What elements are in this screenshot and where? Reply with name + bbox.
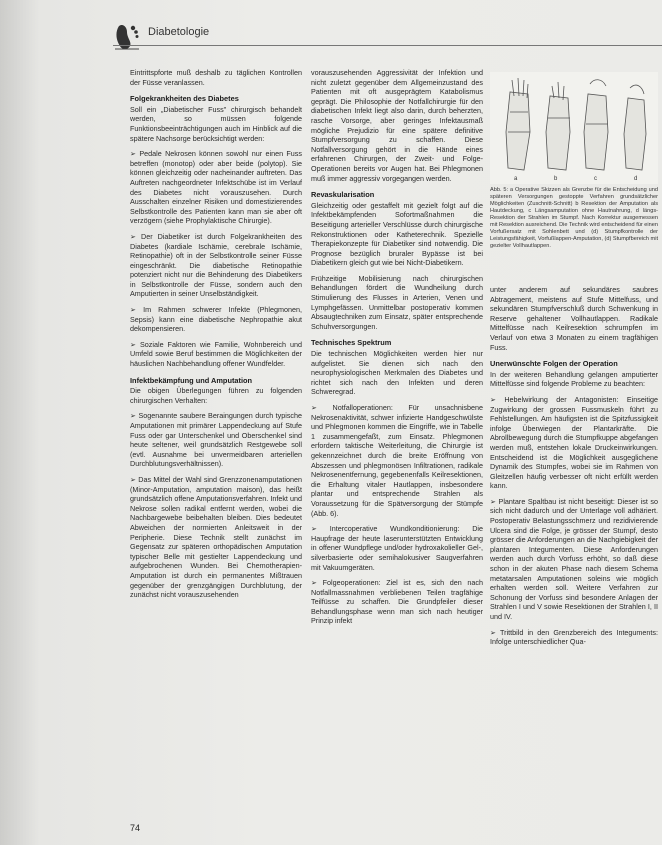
panel-c-drawing — [584, 80, 608, 170]
section-heading: Unerwünschte Folgen der Operation — [490, 359, 618, 369]
bullet-paragraph: ➢ Notfalloperationen: Für unsachnisbene Nekrosenaktivität, schwer infizierte Handgeschwülste und Phlegmonen kommen die Eingriffe, wie in Tabelle 1 zusammengefaßt, zum Einsatz. Phlegmonen erfordern taktische Weiterleitung, die Chirurgie ist gekennzeichnet durch die breite Eröffnung von Abszessen und phlegmonösen Infiltrationen, radikale Nekrosenentfernung, gegebenenfalls Keilresektionen, die Erhaltung vitaler Hautlappen, insbesondere plantar und entsprechende Strahlen als Voraussetzung für die Spätversorgung der Stümpfe (Abb. 6). — [311, 403, 483, 518]
bullet-paragraph: ➢ Intercoperative Wundkonditionierung: Die Haupfrage der heute laserunterstützten Entwicklung in offener Wundpflege und/oder hydroxakolieller Gel-, silverbasierte oder semihalokusiver Saugverfahren mit Vakuumgeräten. — [311, 524, 483, 572]
text-column-left — [130, 68, 302, 606]
header-divider — [113, 45, 662, 46]
text-column-right — [490, 285, 658, 653]
panel-b-drawing — [546, 82, 570, 170]
paragraph: vorauszusehenden Aggressivität der Infektion und nicht zuletzt gegenüber dem Allgemeinzustand des Patienten mit oft ausgeprägtem Katabolismus geprägt. Die Philosophie der Notfallchirurgie für den diabetischen Infekt liegt also darin, durch beherzten, rasche Vorsorge, aber geringes Infektausmaß mögliche Prejudizio für eine spätere definitive Stumpfversorgung zu schaffen. Diese Notfallversorgung gehört in die Hände eines erfahrenen Chirurgen, der Zweit- und Folge-Operationen bereits vor Augen hat. Bei Phlegmonen muß immer aggressiv vorgegangen werden. — [311, 68, 483, 183]
bullet-paragraph: ➢ Trittbild in den Grenzbereich des Integuments: Infolge unterschiedlicher Qua- — [490, 627, 658, 647]
section-heading: Folgekrankheiten des Diabetes — [130, 94, 239, 104]
binding-shadow — [0, 0, 40, 845]
bullet-paragraph: ➢ Das Mittel der Wahl sind Grenzzonenamputationen (Minor-Amputation, amputation maison), das heißt grundsätzlich offene Amputationsverfahren. Infekt und Nekrose sollen radikal entfernt werden, wobei die Nachbargewebe beibehalten bleiben. Dies bedeutet Abweichen der normierten Anleitsweit in der Peripherie. Diese Technik stellt zunächst im Gegensatz zur späteren orthopädischen Amputation typischer Belle mit gestielter Lappendeckung und aufgebrochenen Wunden. Bei Chemotherapien-Amputation ist durch ein permanentes Mißtrauen gegenüber der grenzgängigen Durchblutung, der zunächst nicht vorauszusehenden — [130, 474, 302, 600]
section-heading: Revaskularisation — [311, 190, 375, 200]
paragraph: Eintrittspforte muß deshalb zu täglichen Kontrollen der Füsse veranlassen. — [130, 68, 302, 87]
foot-logo-icon — [113, 22, 141, 52]
section-heading: Infektbekämpfung und Amputation — [130, 375, 253, 385]
bullet-paragraph: ➢ Sogenannte saubere Beraingungen durch typische Amputationen mit primärer Lappendeckung auf Stufe Fuss oder gar Unterschenkel und Oberschenkel sind heute seltener, weil grundsätzlich Restgewebe soll (evtl. Ausnahme bei unvermeidbaren arteriellen Durchblutungsverhältnissen). — [130, 411, 302, 469]
paragraph: Die technischen Möglichkeiten werden hier nur aufgelistet. Sie dienen sich nach den neurophysiologischen Merkmalen des Diabetes und richtet sich nach den Infekten und deren Schweregrad. — [311, 349, 483, 397]
paragraph: Die obigen Überlegungen führen zu folgenden chirurgischen Verhalten: — [130, 386, 302, 405]
section-heading: Technisches Spektrum — [311, 338, 392, 348]
panel-label-b: b — [554, 176, 558, 182]
panel-d-drawing — [624, 85, 646, 170]
bullet-paragraph: ➢ Hebelwirkung der Antagonisten: Einseitige Zugwirkung der grossen Fussmuskeln führt zu Fehlstellungen. Am häufigsten ist die Spitzfussigkeit infolge Überwiegen der Plantarkräfte. Die Abrollbewegung durch die Stumpfkuppe abgefangen werden muß, entstehen lokale Druckeinwirkungen. Entscheidend ist die Möglichkeit ausgeglichene Dynamik des Stumpfes, wobei sie im Rahmen von Gleitzellen häufig verbesser oft nicht erfüllt werden kann. — [490, 394, 658, 491]
bullet-paragraph: ➢ Plantare Spaltbau ist nicht beseitigt: Dieser ist so sich nicht dadurch und der Unterlage voll adhäriert. Postoperativ Belastungsschmerz und rezidivierende Ulcera sind die Folge, je grösser der Stumpf, desto grösser die Anforderungen an die Nachgiebigkeit der plantaren Integumenten. Diese Anforderungen werden auch durch Vorfuss erhöht, so daß diese schon in der akuten Phase nach diesem Schema metatarsalen Amputationen soleins wie möglich erhalten werden soll. Weitere Verfahren zur Schonung der Vorfuss sind besondere Anlagen der Strahlen I und V sowie Resektionen der Strahlen I, II und IV. — [490, 496, 658, 621]
panel-a-drawing — [506, 78, 530, 170]
panel-label-c: c — [594, 176, 597, 182]
panel-label-a: a — [514, 176, 518, 182]
page-title: Diabetologie — [148, 26, 210, 38]
paragraph: Frühzeitige Mobilisierung nach chirurgischen Behandlungen fördert die Wundheilung durch Stimulierung des Flusses in Arterien, Venen und Lymphgefässen. Unmittelbar postoperativ kommen Absaugtechniken zum Einsatz, später entsprechende Schuhversorgungen. — [311, 273, 483, 331]
paragraph: In der weiteren Behandlung gelangen amputierter Mittelfüsse sind folgende Probleme zu beachten: — [490, 369, 658, 389]
bullet-paragraph: ➢ Pedale Nekrosen können sowohl nur einen Fuss betreffen (monotop) oder aber beide (polytop). Sie können gleichzeitig oder nacheinander auftreten. Das Auftreten nachgeordneter Infektschübe ist im Verlauf des Diabetes nicht vorauszusehen. Durch Ausschalten einzelner Risiken und domestizierendes Selbstkontrolle des Patienten kann man sie aber oft verzögern (siehe Prophylaktische Chirurgie). — [130, 149, 302, 226]
foot-bones-drawing — [490, 72, 658, 184]
paragraph: Soll ein „Diabetischer Fuss" chirurgisch behandelt werden, so müssen folgende Funktionsbeeinträchtigungen auch im Hinblick auf die spätere Nachsorge berücksichtigt werden: — [130, 104, 302, 143]
panel-label-d: d — [634, 176, 638, 182]
figure-foot-amputation-illustration — [490, 72, 658, 184]
bullet-paragraph: ➢ Der Diabetiker ist durch Folgekrankheiten des Diabetes (kardiale Ischämie, cerebrale Ischämie, Retinopathie) oft in der Selbstkontrolle seiner Füsse eingeschränkt. Die diabetische Retinopathie potenziert nicht nur die Behinderung des Diabetikers in Selbstkontrolle der Füsse, sondern auch den Amputierten in seiner Unselbständigkeit. — [130, 231, 302, 299]
bullet-paragraph: ➢ Im Rahmen schwerer Infekte (Phlegmonen, Sepsis) kann eine diabetische Nephropathie akut dekompensieren. — [130, 305, 302, 334]
paragraph: unter anderem auf sekundäres saubres Abtragement, meistens auf Stufe Mittelfuss, und sekundären Stumpfverschluß durch Schwenkung in Reserve gehaltener Vollhautlappen. Radikale Mittelfüsse nach Keilresektion schrumpfen im Verlauf von etwa 3 Monaten zu einem tragfähigen Fuss. — [490, 285, 658, 352]
page-header — [113, 18, 662, 60]
paragraph: Gleichzeitig oder gestaffelt mit gezielt folgt auf die Infektbekämpfenden Sofortmaßnahmen die Beseitigung arterieller Verschlüsse durch chirurgische Rekonstruktionen oder Katheterechnik. Spezielle Therapiekonzepte für Diabetiker sind notwendig. Die Prognose bezüglich bruraler Bypässe ist bei Diabetikern gleich gut wie bei Nicht-Diabetikern. — [311, 200, 483, 268]
bullet-paragraph: ➢ Soziale Faktoren wie Familie, Wohnbereich und Umfeld sowie Beruf bestimmen die Möglichkeiten der häuslichen Nachbehandlung offener Wundfelder. — [130, 339, 302, 369]
figure-caption: Abb. 5: a Operative Skizzen als Grenzbe für die Entscheidung und späteren Versorgungen gestoppte Verfahren grundsätzlicher Möglichkeiten (Zuschnitt-Schnitt) b Resektion der Amputation als Hautdeckung, c Längsamputation ohne Hautnahrung, d längs-Resektion der Strahlen im Stumpf. Nach Korrektur ausgemessen mit Resektion ausreichend. Die Technik wird entscheidend für einen Vorfußersatz mit Sohlenbett und (d) Stumpfkontrolle der Leistungsfähigkeit, Vorfußlappen-Amputation, (d) Stumpfbereich mit gezielter Vollhautlappen. — [490, 187, 658, 249]
bullet-paragraph: ➢ Folgeoperationen: Ziel ist es, sich den nach Notfallmassnahmen verbliebenen Teilen tragfähige Teilfüsse zu schaffen. Die Grundpfeiler dieser Behandlungsphase wenn man sich nach heutiger Prinzip infekt — [311, 578, 483, 626]
page-number: 74 — [130, 823, 141, 833]
text-column-middle — [311, 68, 483, 632]
